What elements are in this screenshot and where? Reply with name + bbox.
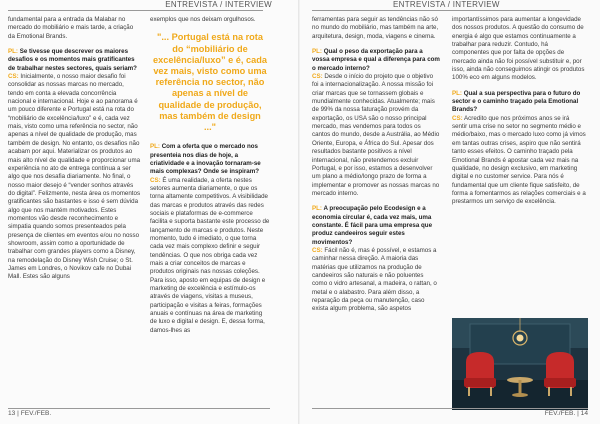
text-column-1 <box>8 16 141 282</box>
footer-divider <box>8 408 270 409</box>
text-column-3 <box>312 16 440 314</box>
right-page <box>300 0 600 424</box>
interview-answer: CS: Acredito que nos próximos anos se irá sentir uma crise no setor no segmento médio e médio/baixo, mas o mercado luxo como já vimos em tantas outras crises, aspiro que não sentirá tanto esses efeitos. O caminho traçado pela Emotional Brands é apostar cada vez mais na qualidade, no design exclusivo, em marketing digital e no customer service. Para nós é fundamental que um cliente fique satisfeito, de forma a fomentarmos as relações comerciais e a prestarmos um serviço de excelência. <box>452 114 586 206</box>
interview-answer: CS: Fácil não é, mas é possível, e estamos a caminhar nessa direção. A maioria das matérias que utilizamos na produção de candeeiros são naturais e não poluentes como o vidro artesanal, a madeira, o rattan, o metal e o alabastro. Para além disso, a reparação da peça ou manutenção, caso exista algum problema, são aspetos <box>312 246 437 313</box>
section-header: ENTREVISTA / INTERVIEW <box>393 0 500 9</box>
header-divider <box>8 10 263 11</box>
paragraph: exemplos que nos deixam orgulhosos. <box>150 16 256 23</box>
interior-photo <box>452 318 588 410</box>
paragraph: ferramentas para seguir as tendências não só no mundo do mobiliário, mas também na arte, arquitetura, design, moda, viagens e cinema. <box>312 16 439 40</box>
interview-question: PL: A preocupação pelo Ecodesign e a economia circular é, cada vez mais, uma constante. É fácil para uma empresa que produz candeeiros seguir estes movimentos? <box>312 205 433 246</box>
footer-divider <box>312 408 588 409</box>
text-column-4 <box>452 16 586 207</box>
page-footer: FEV./FEB. | 14 <box>544 410 588 417</box>
interview-question: PL: Com a oferta que o mercado nos presenteia nos dias de hoje, a criatividade e a inovação tornaram-se mais complexas? Onde se inspiram? <box>150 143 261 176</box>
paragraph: fundamental para a entrada da Malabar no mercado do mobiliário e mais tarde, a criação da Emotional Brands. <box>8 16 134 40</box>
interview-answer: CS: Inicialmente, o nosso maior desafio foi consolidar as nossas marcas no mercado, tendo em conta a elevada concorrência nacional e internacional. Hoje e ao panorama é um pouco diferente e Portugal está na rota do “mobiliário de excelência/luxo” e é, cada vez mais, visto como uma referência no sector, não apenas a nível de qualidade de produção, mas também de design. No entanto, os desafios não acabam por aqui. Materializar os produtos ao mais alto nível de qualidade e proporcionar uma experiência no ato de entrega contínua a ser algo que nos desafia diariamente. No final, o nosso maior desejo é “vender sonhos através do digital”. Felizmente, nesta área os momentos gratificantes são bastantes e isso é sem dúvida algo que nos mantém motivados. Estes momentos vão desde reconhecimento e simpatia quando somos presenteados pela presença de clientes em eventos e/ou no nosso showroom, assim como a oportunidade de trabalhar com grandes players como a Disney, na remodelação do Disney Wish Cruise; o St. James em Londres, o Novikov cafe no Dubai Mall. Estes são alguns <box>8 73 141 281</box>
section-header: ENTREVISTA / INTERVIEW <box>165 0 272 9</box>
interview-answer: CS: Desde o início do projeto que o objetivo foi a internacionalização. A nossa missão foi criar marcas que se tornassem globais e mundialmente conhecidas. Atualmente; mais de 99% da nossa faturação provém da exportação, os USA são o nosso principal mercado, mas vendemos para todos os cantos do mundo, desde a Austrália, ao Médio Oriente, Europa, e África do Sul. Apesar dos resultados bastante positivos a nível internacional, não pretendemos excluir Portugal, e por isso, estamos a desenvolver um plano a médio/longo prazo de forma a implementar e promover as nossas marcas no mercado interno. <box>312 73 440 197</box>
interview-answer: CS: É uma realidade, a oferta nestes setores aumenta diariamente, o que os torna altamente competitivos. A visibilidade das marcas e produtos através das redes sociais e plataformas de e-commerce facilita e suporta bastante este processo de lançamento de marcas e produtos. Neste momento, tudo é imediato, o que torna cada vez mais complexo definir e seguir tendências. O que nos obriga cada vez mais a criar conceitos de marcas e produtos originais nas nossas coleções. Para isso, aposto em equipas de design e marketing de excelência e estímulo-os através de viagens, visitas a museus, participação e visitas a feiras, formações anuais e contínuas na área de marketing de luxo e digital e design. E, dessa forma, damos-lhes as <box>150 176 270 334</box>
paragraph: importantíssimos para aumentar a longevidade dos nossos produtos. A questão do consumo de energia é algo que estamos continuamente a trabalhar para reduzir. Contudo, há componentes que por falta de opções de mercado ainda não foi possível substituir e, por isso, ainda não conseguimos atingir os produtos 100% eco em alguns modelos. <box>452 16 585 82</box>
text-column-2 <box>150 16 270 335</box>
lounge-illustration <box>452 318 588 410</box>
pull-quote: "... Portugal está na rota do “mobiliário de excelência/luxo” e é, cada vez mais, visto como uma referência no sector, não apenas a nível de qualidade de produção, mas também de design ..." <box>153 32 267 132</box>
page-footer: 13 | FEV./FEB. <box>8 410 52 417</box>
header-divider <box>312 10 570 11</box>
interview-question: PL: Qual o peso da exportação para a vossa empresa e qual a diferença para com o mercado interno? <box>312 48 440 72</box>
interview-question: PL: Se tivesse que descrever os maiores desafios e os momentos mais gratificantes de trabalhar nestes sectores, quais seriam? <box>8 48 137 72</box>
interview-question: PL: Qual a sua perspectiva para o futuro do sector e o caminho traçado pela Emotional Brands? <box>452 89 581 114</box>
